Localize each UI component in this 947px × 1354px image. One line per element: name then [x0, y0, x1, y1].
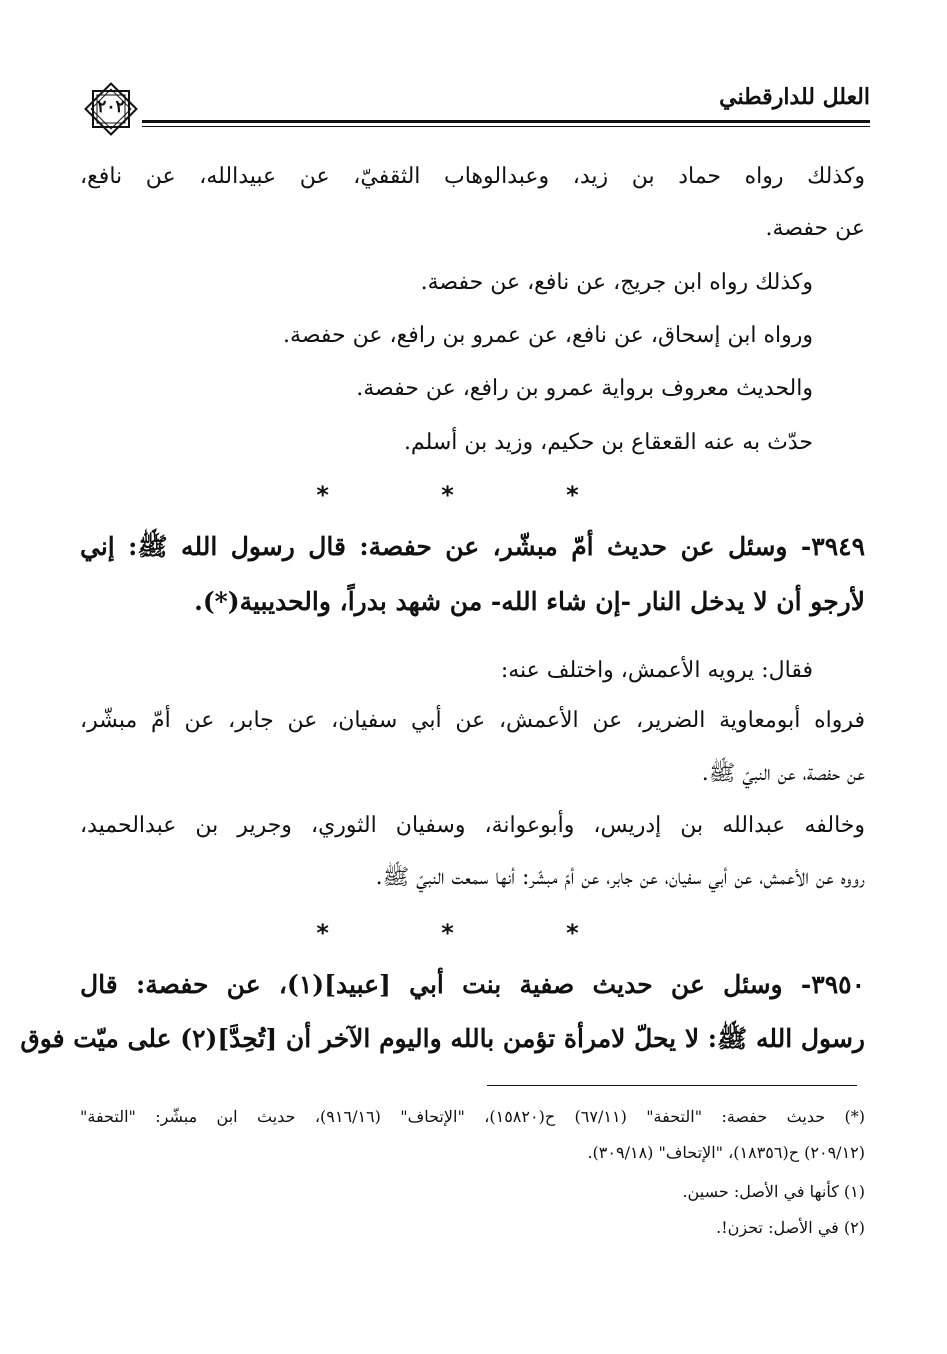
entry-3950-line2: رسول الله ﷺ: لا يحلّ لامرأة تؤمن بالله واليوم الآخر أن [تُحِدَّ](٢) على ميّت فوق: [20, 1024, 865, 1053]
footnote-1: (١) كأنها في الأصل: حسين.: [682, 1182, 865, 1201]
footnote-rule: [487, 1085, 857, 1086]
text-line: وخالفه عبدالله بن إدريس، وأبوعوانة، وسفيان الثوري، وجرير بن عبدالحميد،: [80, 813, 865, 838]
section-separator: * * *: [316, 919, 631, 947]
entry-3949-line2: لأرجو أن لا يدخل النار -إن شاء الله- من شهد بدراً، والحديبية(*).: [194, 587, 865, 616]
footnote-star-line2: (٢٠٩/١٢) ح(١٨٣٥٦)، "الإتحاف" (٣٠٩/١٨).: [587, 1143, 865, 1162]
page-number: ٢٠٢: [97, 97, 125, 117]
text-line: عن حفصة، عن النبيّ ﷺ.: [701, 761, 865, 786]
text-line: رووه عن الأعمش، عن أبي سفيان، عن جابر، عن أمّ مبشّر: أنها سمعت النبيّ ﷺ.: [375, 865, 865, 890]
text-line: فقال: يرويه الأعمش، واختلف عنه:: [500, 658, 813, 683]
section-separator: * * *: [316, 481, 631, 509]
entry-3950-line1: ٣٩٥٠- وسئل عن حديث صفية بنت أبي [عبيد](١)، عن حفصة: قال: [80, 970, 865, 999]
running-title: العلل للدارقطني: [719, 84, 870, 110]
text-line: عن حفصة.: [765, 216, 865, 241]
footnote-star-line1: (*) حديث حفصة: "التحفة" (٦٧/١١) ح(١٥٨٢٠)، "الإتحاف" (٩١٦/١٦)، حديث ابن مبشّر: "التحفة": [80, 1107, 866, 1126]
entry-3949-line1: ٣٩٤٩- وسئل عن حديث أمّ مبشّر، عن حفصة: قال رسول الله ﷺ: إني: [80, 532, 865, 561]
footnote-2: (٢) في الأصل: تحزن!.: [716, 1218, 865, 1237]
text-line: وكذلك رواه حماد بن زيد، وعبدالوهاب الثقفيّ، عن عبيدالله، عن نافع،: [80, 164, 865, 189]
text-line: ورواه ابن إسحاق، عن نافع، عن عمرو بن رافع، عن حفصة.: [283, 323, 813, 348]
text-line: وكذلك رواه ابن جريج، عن نافع، عن حفصة.: [420, 270, 813, 295]
text-line: والحديث معروف برواية عمرو بن رافع، عن حفصة.: [356, 376, 813, 401]
text-line: فرواه أبومعاوية الضرير، عن الأعمش، عن أبي سفيان، عن جابر، عن أمّ مبشّر،: [80, 708, 865, 733]
text-line: حدّث به عنه القعقاع بن حكيم، وزيد بن أسلم.: [403, 430, 813, 455]
